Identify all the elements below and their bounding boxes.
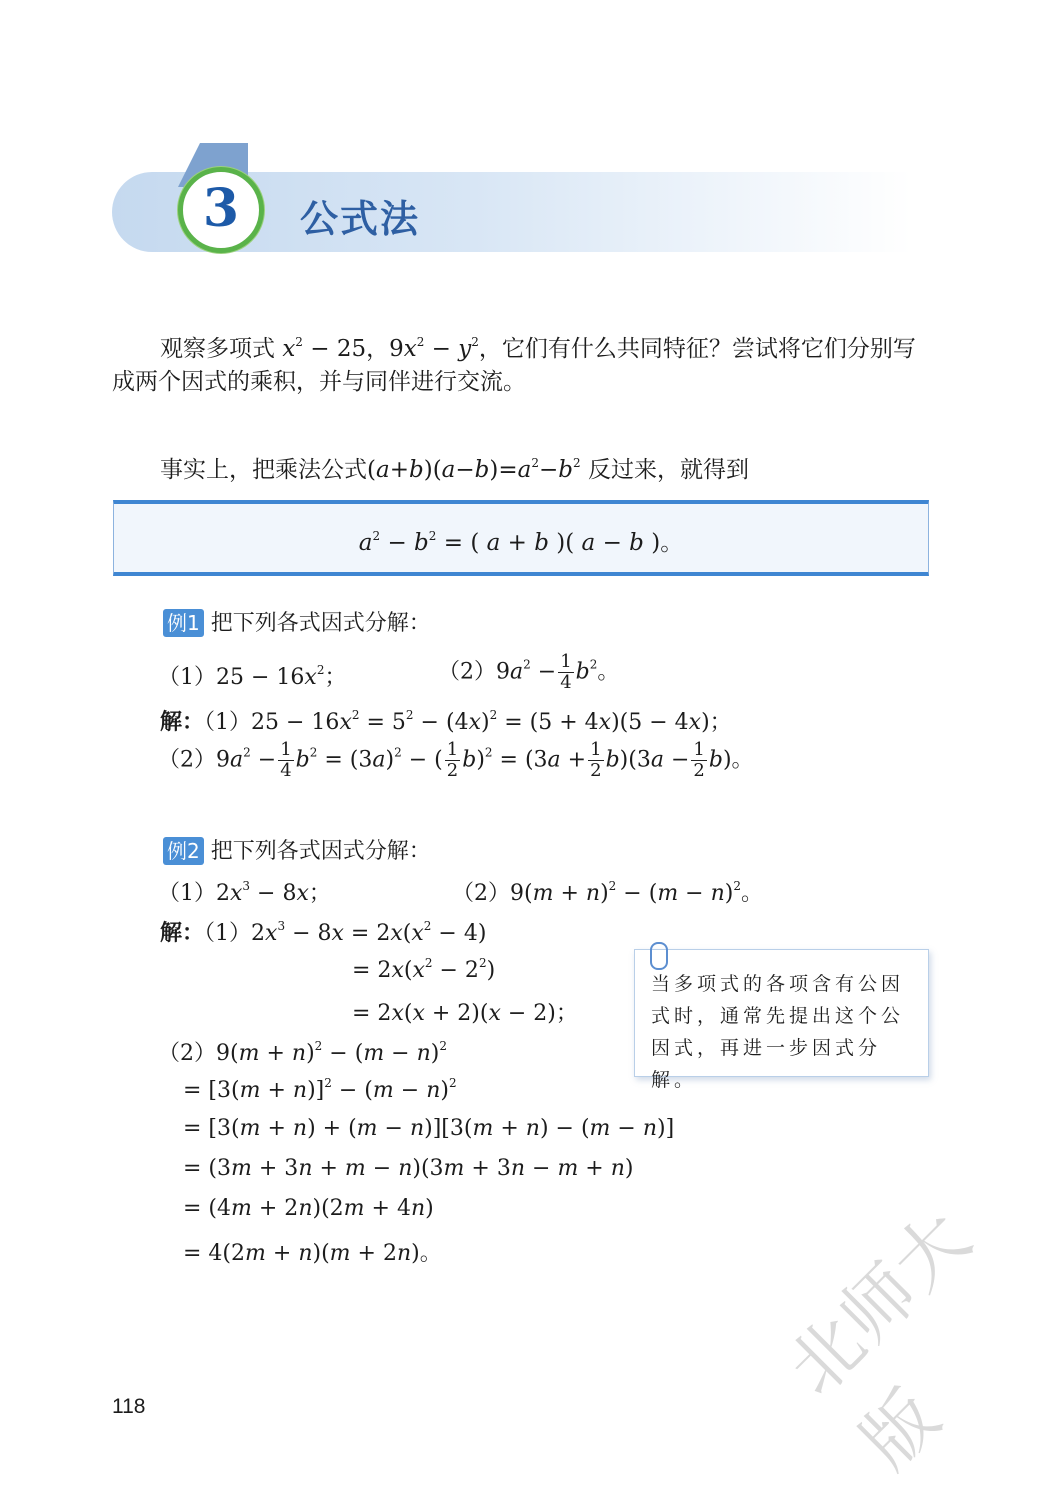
example2-problem-1: $(1)2x^3 - 8x$； xyxy=(158,879,331,906)
paperclip-icon xyxy=(650,942,668,970)
example1-problem-2: $(2)9a^2$ − $\frac{1}{4}$ $b^2$。 xyxy=(438,651,620,693)
section-title: 公式法 xyxy=(300,197,421,241)
section-number: 3 xyxy=(202,178,240,239)
example2-solution-1-step-3: = 2x(x + 2)(x − 2)； xyxy=(352,1001,578,1026)
example1-solution-2: $(2)9a^2$ − $\frac{1}{4}$ $b^2 = (3a)^2$ − ( $\frac{1}{2}$ b)$^2$ = (3a + $\frac{1}{2}$ b)(3a − $\frac{1}{2}$ b)。 xyxy=(158,739,754,781)
intro-line-1: 观察多项式 $x^2 - 25$，$9x^2 - y^2$，它们有什么共同特征？尝试将它们分别写 xyxy=(160,335,916,362)
side-note xyxy=(634,949,929,1091)
example2-solution-2-step-4: = (3m + 3n + m − n)(3m + 3n − m + n) xyxy=(183,1156,634,1181)
watermark: 北师大版 xyxy=(771,1194,988,1485)
fact-line: 事实上，把乘法公式$(a+b)(a-b)=a^2-b^2$ 反过来，就得到 xyxy=(160,456,749,483)
side-note-text: 当多项式的各项含有公因式时，通常先提出这个公因式，再进一步因式分解。 xyxy=(651,973,905,1091)
example2-problem-2: $(2)9(m + n)^2 - (m - n)^2$。 xyxy=(452,879,764,906)
formula-box xyxy=(113,500,929,576)
example2-solution-2-step-1: $(2)9(m + n)^2 - (m - n)^2$ xyxy=(158,1039,448,1066)
formula: $a^2 - b^2$ = ( a + b )( a − b )。 xyxy=(358,529,684,556)
example2-solution-2-step-5: = (4m + 2n)(2m + 4n) xyxy=(183,1196,434,1221)
example1-solution-1: 解：$(1)25 - 16x^2 = 5^2 - (4x)^2 = (5 + 4x)(5 - 4x)$； xyxy=(160,708,732,735)
example2-badge: 例2 xyxy=(163,837,204,865)
intro-line-2: 成两个因式的乘积，并与同伴进行交流。 xyxy=(112,369,526,395)
example2-solution-2-step-2: = $[3(m + n)]^2 - (m - n)^2$ xyxy=(183,1076,457,1103)
example1-problem-1: $(1)25 - 16x^2$； xyxy=(158,663,347,690)
example2-solution-2-step-3: = [3(m + n) + (m − n)][3(m + n) − (m − n)] xyxy=(183,1116,675,1141)
example2-solution-2-step-6: = 4(2m + n)(m + 2n)。 xyxy=(183,1241,442,1266)
section-number-circle xyxy=(178,167,264,253)
example1-header: 例1 把下列各式因式分解： xyxy=(163,606,431,637)
example2-solution-1-step-2: = $2x(x^2 - 2^2)$ xyxy=(352,956,496,983)
example2-header: 例2 把下列各式因式分解： xyxy=(163,834,431,865)
example1-badge: 例1 xyxy=(163,609,204,637)
page-number: 118 xyxy=(112,1395,146,1418)
example2-solution-1-step-1: 解：$(1)2x^3 - 8x = 2x(x^2 - 4)$ xyxy=(160,919,487,946)
